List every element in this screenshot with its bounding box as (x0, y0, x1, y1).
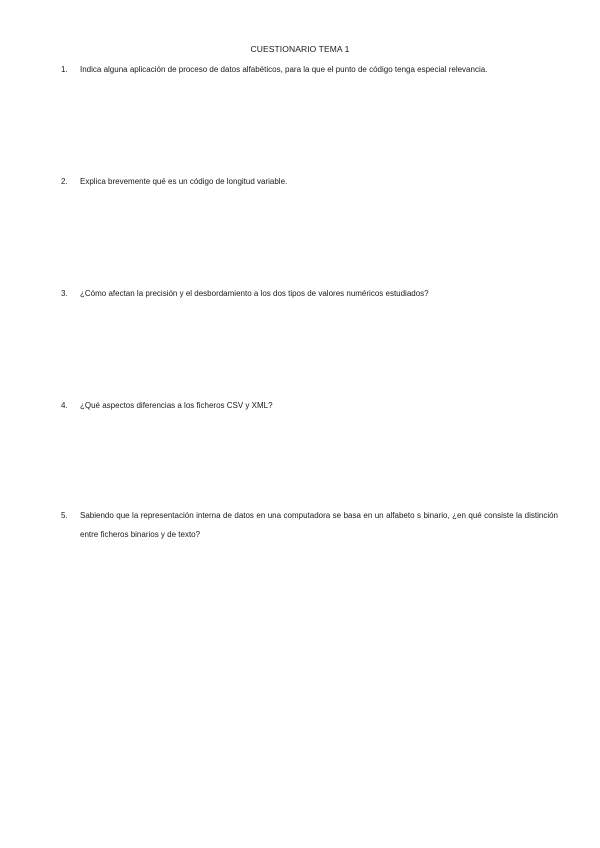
question-1 (61, 60, 558, 79)
question-5 (61, 506, 558, 544)
question-3 (61, 284, 558, 303)
question-number: 2. (61, 177, 68, 186)
question-number: 1. (61, 65, 68, 74)
question-number: 5. (61, 511, 68, 520)
question-4 (61, 396, 558, 415)
question-text: ¿Qué aspectos diferencias a los ficheros CSV y XML? (80, 401, 273, 410)
question-number: 4. (61, 401, 68, 410)
question-text: Indica alguna aplicación de proceso de datos alfabéticos, para la que el punto de código tenga especial relevancia. (80, 65, 488, 74)
question-text: Explica brevemente qué es un código de longitud variable. (80, 177, 288, 186)
question-2 (61, 172, 558, 191)
question-number: 3. (61, 289, 68, 298)
question-text: Sabiendo que la representación interna de datos en una computadora se basa en un alfabeto s binario, ¿en qué consiste la distinción entre ficheros binarios y de texto? (80, 511, 558, 539)
question-text: ¿Cómo afectan la precisión y el desbordamiento a los dos tipos de valores numéricos estudiados? (80, 289, 429, 298)
page-title: CUESTIONARIO TEMA 1 (250, 44, 350, 54)
